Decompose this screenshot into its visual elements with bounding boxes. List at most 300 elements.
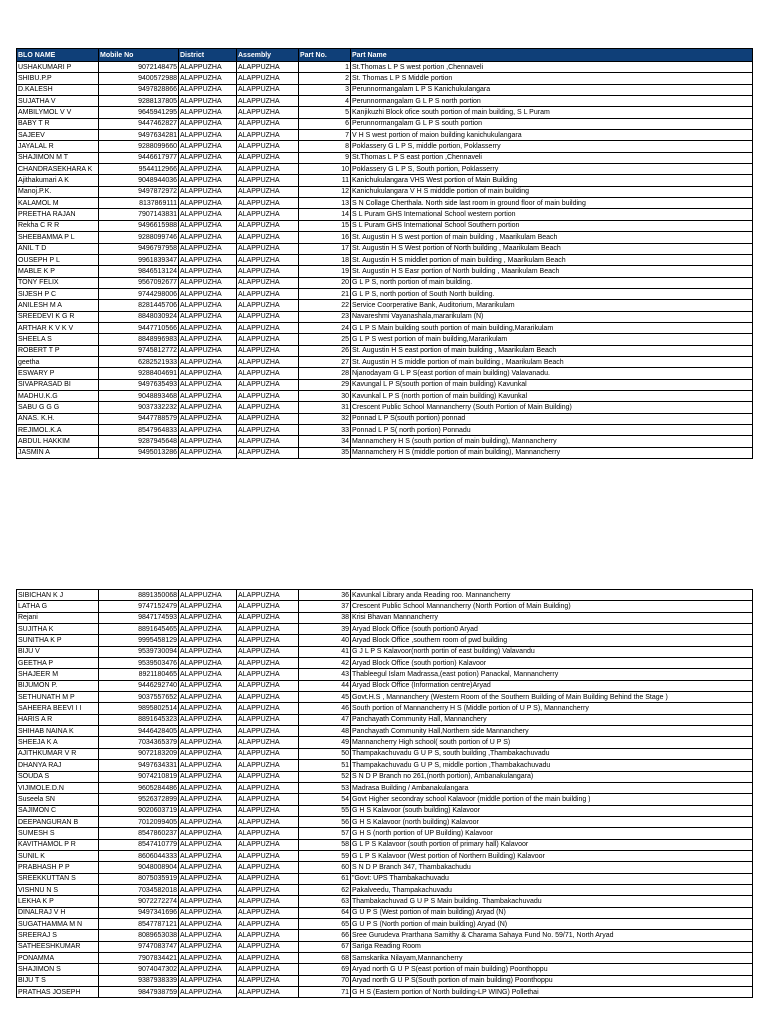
district-cell: ALAPPUZHA [179,907,237,918]
district-cell: ALAPPUZHA [179,612,237,623]
part-name-cell: Aryad Block Office (south portion0 Aryad [351,624,753,635]
part-no-cell: 53 [299,782,351,793]
part-no-cell: 49 [299,737,351,748]
part-no-cell: 58 [299,839,351,850]
mobile-no-cell: 9539730094 [99,646,179,657]
table-row [17,646,753,657]
part-name-cell: G L P S Kalavoor (West portion of Northern Building) Kalavoor [351,850,753,861]
part-name-cell: Aryad Block Office (south portion) Kalavoor [351,658,753,669]
district-cell: ALAPPUZHA [179,760,237,771]
part-no-cell: 64 [299,907,351,918]
table-row [17,805,753,816]
district-cell: ALAPPUZHA [179,447,237,458]
table-row [17,896,753,907]
part-name-cell: St.Thomas L P S east portion ,Chennaveli [351,152,753,163]
district-cell: ALAPPUZHA [179,624,237,635]
assembly-cell: ALAPPUZHA [237,73,299,84]
mobile-no-cell: 7907143831 [99,209,179,220]
assembly-cell: ALAPPUZHA [237,243,299,254]
part-name-cell: Thambakachuvad G U P S Main building. Thambakachuvadu [351,896,753,907]
assembly-cell: ALAPPUZHA [237,975,299,986]
table-row [17,862,753,873]
assembly-cell: ALAPPUZHA [237,703,299,714]
district-cell: ALAPPUZHA [179,692,237,703]
blo-name-cell: SUNITHA K P [17,635,99,646]
blo-name-cell: SETHUNATH M P [17,692,99,703]
table-row [17,658,753,669]
mobile-no-cell: 9288099660 [99,141,179,152]
district-cell: ALAPPUZHA [179,368,237,379]
blo-name-cell: DEEPANGURAN B [17,816,99,827]
district-cell: ALAPPUZHA [179,277,237,288]
blo-name-cell: SAJEEV [17,130,99,141]
assembly-cell: ALAPPUZHA [237,918,299,929]
part-no-cell: 29 [299,379,351,390]
part-name-cell: Sree Gurudeva Prarthana Samithy & Charama Sahaya Fund No. 59/71, North Aryad [351,930,753,941]
district-cell: ALAPPUZHA [179,737,237,748]
assembly-cell: ALAPPUZHA [237,436,299,447]
mobile-no-cell: 9526372899 [99,794,179,805]
part-name-cell: G L P S Kalavoor (south portion of primary hall) Kalavoor [351,839,753,850]
blo-name-cell: SIVAPRASAD BI [17,379,99,390]
mobile-no-cell: 8547860237 [99,828,179,839]
part-no-cell: 41 [299,646,351,657]
assembly-cell: ALAPPUZHA [237,334,299,345]
assembly-cell: ALAPPUZHA [237,941,299,952]
part-no-cell: 25 [299,334,351,345]
part-name-cell: S L Puram GHS International School Southern portion [351,220,753,231]
mobile-no-cell: 9846513124 [99,266,179,277]
part-no-cell: 7 [299,130,351,141]
table-2-body [17,590,753,998]
part-name-cell: St. Augustin H S middlet portion of main building , Maarikulam Beach [351,254,753,265]
blo-name-cell: D.KALESH [17,84,99,95]
table-row [17,96,753,107]
blo-name-cell: BIJU T S [17,975,99,986]
table-row [17,782,753,793]
mobile-no-cell: 9020603719 [99,805,179,816]
district-cell: ALAPPUZHA [179,669,237,680]
mobile-no-cell: 9745812772 [99,345,179,356]
part-no-cell: 43 [299,669,351,680]
assembly-cell: ALAPPUZHA [237,839,299,850]
mobile-no-cell: 9895802514 [99,703,179,714]
part-no-cell: 68 [299,953,351,964]
part-name-cell: Panchayath Community Hall, Mannanchery [351,714,753,725]
mobile-no-cell: 8547410779 [99,839,179,850]
district-cell: ALAPPUZHA [179,198,237,209]
table-row [17,62,753,73]
blo-name-cell: SIJESH P C [17,288,99,299]
blo-name-cell: TONY FELIX [17,277,99,288]
table-row [17,726,753,737]
part-no-cell: 62 [299,884,351,895]
blo-name-cell: Manoj.P.K. [17,186,99,197]
mobile-no-cell: 8891645465 [99,624,179,635]
table-row [17,425,753,436]
part-no-cell: 66 [299,930,351,941]
blo-name-cell: BIJU V [17,646,99,657]
table-row [17,953,753,964]
table-row [17,612,753,623]
blo-name-cell: JAYALAL R [17,141,99,152]
blo-name-cell: LEKHA K P [17,896,99,907]
district-cell: ALAPPUZHA [179,300,237,311]
table-row [17,447,753,458]
district-cell: ALAPPUZHA [179,828,237,839]
mobile-no-cell: 9072272274 [99,896,179,907]
part-no-cell: 8 [299,141,351,152]
table-row [17,311,753,322]
blo-name-cell: VISHNU N S [17,884,99,895]
part-no-cell: 26 [299,345,351,356]
blo-name-cell: PREETHA RAJAN [17,209,99,220]
blo-name-cell: SUNIL K [17,850,99,861]
table-row [17,964,753,975]
part-no-cell: 6 [299,118,351,129]
district-cell: ALAPPUZHA [179,402,237,413]
part-no-cell: 22 [299,300,351,311]
blo-name-cell: SAHEERA BEEVI I I [17,703,99,714]
table-row [17,73,753,84]
mobile-no-cell: 9539503476 [99,658,179,669]
mobile-no-cell: 9605284486 [99,782,179,793]
district-cell: ALAPPUZHA [179,794,237,805]
part-name-cell: Samskarika Nilayam,Mannancherry [351,953,753,964]
district-cell: ALAPPUZHA [179,62,237,73]
table-row [17,379,753,390]
header-part-name: Part Name [351,49,753,62]
part-name-cell: Aryad north G U P S(South portion of main building) Poonthoppu [351,975,753,986]
district-cell: ALAPPUZHA [179,413,237,424]
district-cell: ALAPPUZHA [179,896,237,907]
district-cell: ALAPPUZHA [179,96,237,107]
district-cell: ALAPPUZHA [179,964,237,975]
table-row [17,873,753,884]
part-name-cell: Thableegul Islam Madrassa,(east potion) Panackal, Mannancherry [351,669,753,680]
mobile-no-cell: 9544112966 [99,164,179,175]
part-name-cell: St. Augustin H S West portion of North building , Maarikulam Beach [351,243,753,254]
assembly-cell: ALAPPUZHA [237,209,299,220]
district-cell: ALAPPUZHA [179,345,237,356]
mobile-no-cell: 9961839347 [99,254,179,265]
table-row [17,601,753,612]
assembly-cell: ALAPPUZHA [237,771,299,782]
district-cell: ALAPPUZHA [179,601,237,612]
mobile-no-cell: 8848996983 [99,334,179,345]
mobile-no-cell: 9497635493 [99,379,179,390]
mobile-no-cell: 9497828866 [99,84,179,95]
assembly-cell: ALAPPUZHA [237,141,299,152]
mobile-no-cell: 8891645323 [99,714,179,725]
district-cell: ALAPPUZHA [179,805,237,816]
table-row [17,368,753,379]
blo-name-cell: Ajithakumari A K [17,175,99,186]
assembly-cell: ALAPPUZHA [237,390,299,401]
mobile-no-cell: 8921180465 [99,669,179,680]
header-blo-name: BLO NAME [17,49,99,62]
district-cell: ALAPPUZHA [179,390,237,401]
part-no-cell: 63 [299,896,351,907]
assembly-cell: ALAPPUZHA [237,164,299,175]
blo-name-cell: SHAJIMON M T [17,152,99,163]
district-cell: ALAPPUZHA [179,243,237,254]
part-no-cell: 56 [299,816,351,827]
mobile-no-cell: 8891350068 [99,590,179,601]
district-cell: ALAPPUZHA [179,186,237,197]
part-no-cell: 52 [299,771,351,782]
mobile-no-cell: 9497634331 [99,760,179,771]
part-name-cell: St.Thomas L P S west portion ,Chennaveli [351,62,753,73]
table-row [17,209,753,220]
mobile-no-cell: 9400572988 [99,73,179,84]
mobile-no-cell: 9072183209 [99,748,179,759]
blo-name-cell: OUSEPH P L [17,254,99,265]
part-name-cell: G H S Kalavoor (north building) Kalavoor [351,816,753,827]
assembly-cell: ALAPPUZHA [237,311,299,322]
part-name-cell: G H S (Eastern portion of North building-LP WING) Pollethai [351,987,753,998]
district-cell: ALAPPUZHA [179,84,237,95]
assembly-cell: ALAPPUZHA [237,884,299,895]
mobile-no-cell: 9446617977 [99,152,179,163]
district-cell: ALAPPUZHA [179,771,237,782]
table-row [17,918,753,929]
district-cell: ALAPPUZHA [179,680,237,691]
part-no-cell: 10 [299,164,351,175]
mobile-no-cell: 9074210819 [99,771,179,782]
part-no-cell: 71 [299,987,351,998]
part-no-cell: 42 [299,658,351,669]
part-name-cell: Perunnormangalam G L P S south portion [351,118,753,129]
district-cell: ALAPPUZHA [179,930,237,941]
assembly-cell: ALAPPUZHA [237,447,299,458]
blo-name-cell: SHIBU.P.P [17,73,99,84]
part-name-cell: Panchayath Community Hall,Northern side Mannanchery [351,726,753,737]
blo-name-cell: AJITHKUMAR V R [17,748,99,759]
blo-name-cell: SHEEJA K A [17,737,99,748]
table-row [17,402,753,413]
part-name-cell: Crescent Public School Mannancherry (North Portion of Main Building) [351,601,753,612]
part-no-cell: 33 [299,425,351,436]
part-name-cell: "Govt: UPS Thambakachuvadu [351,873,753,884]
assembly-cell: ALAPPUZHA [237,748,299,759]
table-row [17,987,753,998]
assembly-cell: ALAPPUZHA [237,987,299,998]
district-cell: ALAPPUZHA [179,873,237,884]
table-row [17,84,753,95]
part-name-cell: Service Coorperative Bank, Auditorium, Mararikulam [351,300,753,311]
district-cell: ALAPPUZHA [179,918,237,929]
table-row [17,130,753,141]
blo-name-cell: SATHEESHKUMAR [17,941,99,952]
district-cell: ALAPPUZHA [179,839,237,850]
blo-name-cell: SREEDEVI K G R [17,311,99,322]
part-no-cell: 19 [299,266,351,277]
part-name-cell: S N Collage Cherthala. North side last room in ground floor of main building [351,198,753,209]
table-row [17,635,753,646]
part-name-cell: Kanjikuzhi Block ofice south portion of main building, S L Puram [351,107,753,118]
blo-name-cell: SHEEBAMMA P L [17,232,99,243]
part-no-cell: 12 [299,186,351,197]
district-cell: ALAPPUZHA [179,118,237,129]
assembly-cell: ALAPPUZHA [237,379,299,390]
mobile-no-cell: 9567092677 [99,277,179,288]
part-no-cell: 51 [299,760,351,771]
blo-table-1 [16,48,753,459]
table-row [17,118,753,129]
part-no-cell: 17 [299,243,351,254]
mobile-no-cell: 9496797958 [99,243,179,254]
mobile-no-cell: 8281445706 [99,300,179,311]
part-name-cell: Perunnormangalam G L P S north portion [351,96,753,107]
part-no-cell: 60 [299,862,351,873]
mobile-no-cell: 6282521933 [99,356,179,367]
blo-name-cell: ESWARY P [17,368,99,379]
mobile-no-cell: 7034582018 [99,884,179,895]
part-no-cell: 28 [299,368,351,379]
mobile-no-cell: 7012099405 [99,816,179,827]
blo-name-cell: KAVITHAMOL P R [17,839,99,850]
table-row [17,714,753,725]
blo-name-cell: SHIHAB NAINA K [17,726,99,737]
assembly-cell: ALAPPUZHA [237,680,299,691]
part-no-cell: 50 [299,748,351,759]
part-no-cell: 35 [299,447,351,458]
assembly-cell: ALAPPUZHA [237,612,299,623]
district-cell: ALAPPUZHA [179,635,237,646]
district-cell: ALAPPUZHA [179,232,237,243]
part-name-cell: Kavungal L P S(south portion of main building) Kavunkal [351,379,753,390]
assembly-cell: ALAPPUZHA [237,635,299,646]
part-name-cell: Krisi Bhavan Mannancherry [351,612,753,623]
part-no-cell: 59 [299,850,351,861]
part-name-cell: South portion of Mannancherry H S (Middle portion of U P S), Mannancherry [351,703,753,714]
part-name-cell: Crescent Public School Mannancherry (South Portion of Main Building) [351,402,753,413]
part-no-cell: 69 [299,964,351,975]
assembly-cell: ALAPPUZHA [237,590,299,601]
assembly-cell: ALAPPUZHA [237,930,299,941]
blo-name-cell: SIBICHAN K J [17,590,99,601]
part-name-cell: G J L P S Kalavoor(north portin of east building) Valavandu [351,646,753,657]
assembly-cell: ALAPPUZHA [237,152,299,163]
assembly-cell: ALAPPUZHA [237,413,299,424]
part-name-cell: Aryad Block Office (Information centre)Aryad [351,680,753,691]
assembly-cell: ALAPPUZHA [237,658,299,669]
mobile-no-cell: 8089653038 [99,930,179,941]
part-name-cell: Kanichukulangara VHS West portion of Main Building [351,175,753,186]
part-no-cell: 4 [299,96,351,107]
blo-name-cell: geetha [17,356,99,367]
part-name-cell: G U P S (North portion of main building) Aryad (N) [351,918,753,929]
blo-name-cell: JASMIN A [17,447,99,458]
table-row [17,748,753,759]
header-row [17,49,753,62]
part-name-cell: Perunnormangalam L P S Kanichukulangara [351,84,753,95]
mobile-no-cell: 9387938339 [99,975,179,986]
mobile-no-cell: 8606044333 [99,850,179,861]
district-cell: ALAPPUZHA [179,175,237,186]
assembly-cell: ALAPPUZHA [237,368,299,379]
table-row [17,771,753,782]
mobile-no-cell: 9074047302 [99,964,179,975]
table-row [17,930,753,941]
table-row [17,254,753,265]
table-row [17,737,753,748]
district-cell: ALAPPUZHA [179,73,237,84]
part-name-cell: Mannamchery H S (middle portion of main building), Mannancherry [351,447,753,458]
district-cell: ALAPPUZHA [179,816,237,827]
part-name-cell: Sariga Reading Room [351,941,753,952]
mobile-no-cell: 9048893468 [99,390,179,401]
part-name-cell: Govt Higher secondray school Kalavoor (middle portion of the main building ) [351,794,753,805]
part-name-cell: Madrasa Building / Ambanakulangara [351,782,753,793]
district-cell: ALAPPUZHA [179,356,237,367]
district-cell: ALAPPUZHA [179,141,237,152]
blo-name-cell: PRABHASH P P [17,862,99,873]
table-row [17,220,753,231]
part-no-cell: 55 [299,805,351,816]
table-row [17,356,753,367]
part-name-cell: G U P S (West portion of main building) Aryad (N) [351,907,753,918]
table-row [17,277,753,288]
mobile-no-cell: 9447462827 [99,118,179,129]
table-row [17,839,753,850]
assembly-cell: ALAPPUZHA [237,782,299,793]
table-row [17,243,753,254]
part-name-cell: Njanodayam G L P S(east portion of main building) Valavanadu. [351,368,753,379]
mobile-no-cell: 9048944036 [99,175,179,186]
district-cell: ALAPPUZHA [179,220,237,231]
blo-name-cell: PONAMMA [17,953,99,964]
part-no-cell: 21 [299,288,351,299]
blo-name-cell: LATHA G [17,601,99,612]
mobile-no-cell: 9497634281 [99,130,179,141]
table-row [17,413,753,424]
part-name-cell: G L P S, north portion of main building. [351,277,753,288]
table-row [17,322,753,333]
mobile-no-cell: 9495013286 [99,447,179,458]
mobile-no-cell: 9744298006 [99,288,179,299]
part-name-cell: Mannamchery H S (south portion of main building), Mannancherry [351,436,753,447]
part-name-cell: Poklassery G L P S, middle portion, Poklasserry [351,141,753,152]
part-name-cell: Aryad Block Office ,southern room of pwd building [351,635,753,646]
table-row [17,680,753,691]
blo-name-cell: MADHU.K.G [17,390,99,401]
assembly-cell: ALAPPUZHA [237,714,299,725]
assembly-cell: ALAPPUZHA [237,953,299,964]
table-row [17,164,753,175]
part-no-cell: 30 [299,390,351,401]
part-no-cell: 13 [299,198,351,209]
blo-name-cell: ANILESH M A [17,300,99,311]
table-row [17,288,753,299]
table-row [17,816,753,827]
table-row [17,436,753,447]
assembly-cell: ALAPPUZHA [237,601,299,612]
mobile-no-cell: 9072148475 [99,62,179,73]
table-row [17,232,753,243]
assembly-cell: ALAPPUZHA [237,220,299,231]
district-cell: ALAPPUZHA [179,107,237,118]
district-cell: ALAPPUZHA [179,209,237,220]
district-cell: ALAPPUZHA [179,164,237,175]
assembly-cell: ALAPPUZHA [237,322,299,333]
mobile-no-cell: 9288137805 [99,96,179,107]
blo-name-cell: ANIL T D [17,243,99,254]
assembly-cell: ALAPPUZHA [237,300,299,311]
district-cell: ALAPPUZHA [179,703,237,714]
mobile-no-cell: 9288404691 [99,368,179,379]
